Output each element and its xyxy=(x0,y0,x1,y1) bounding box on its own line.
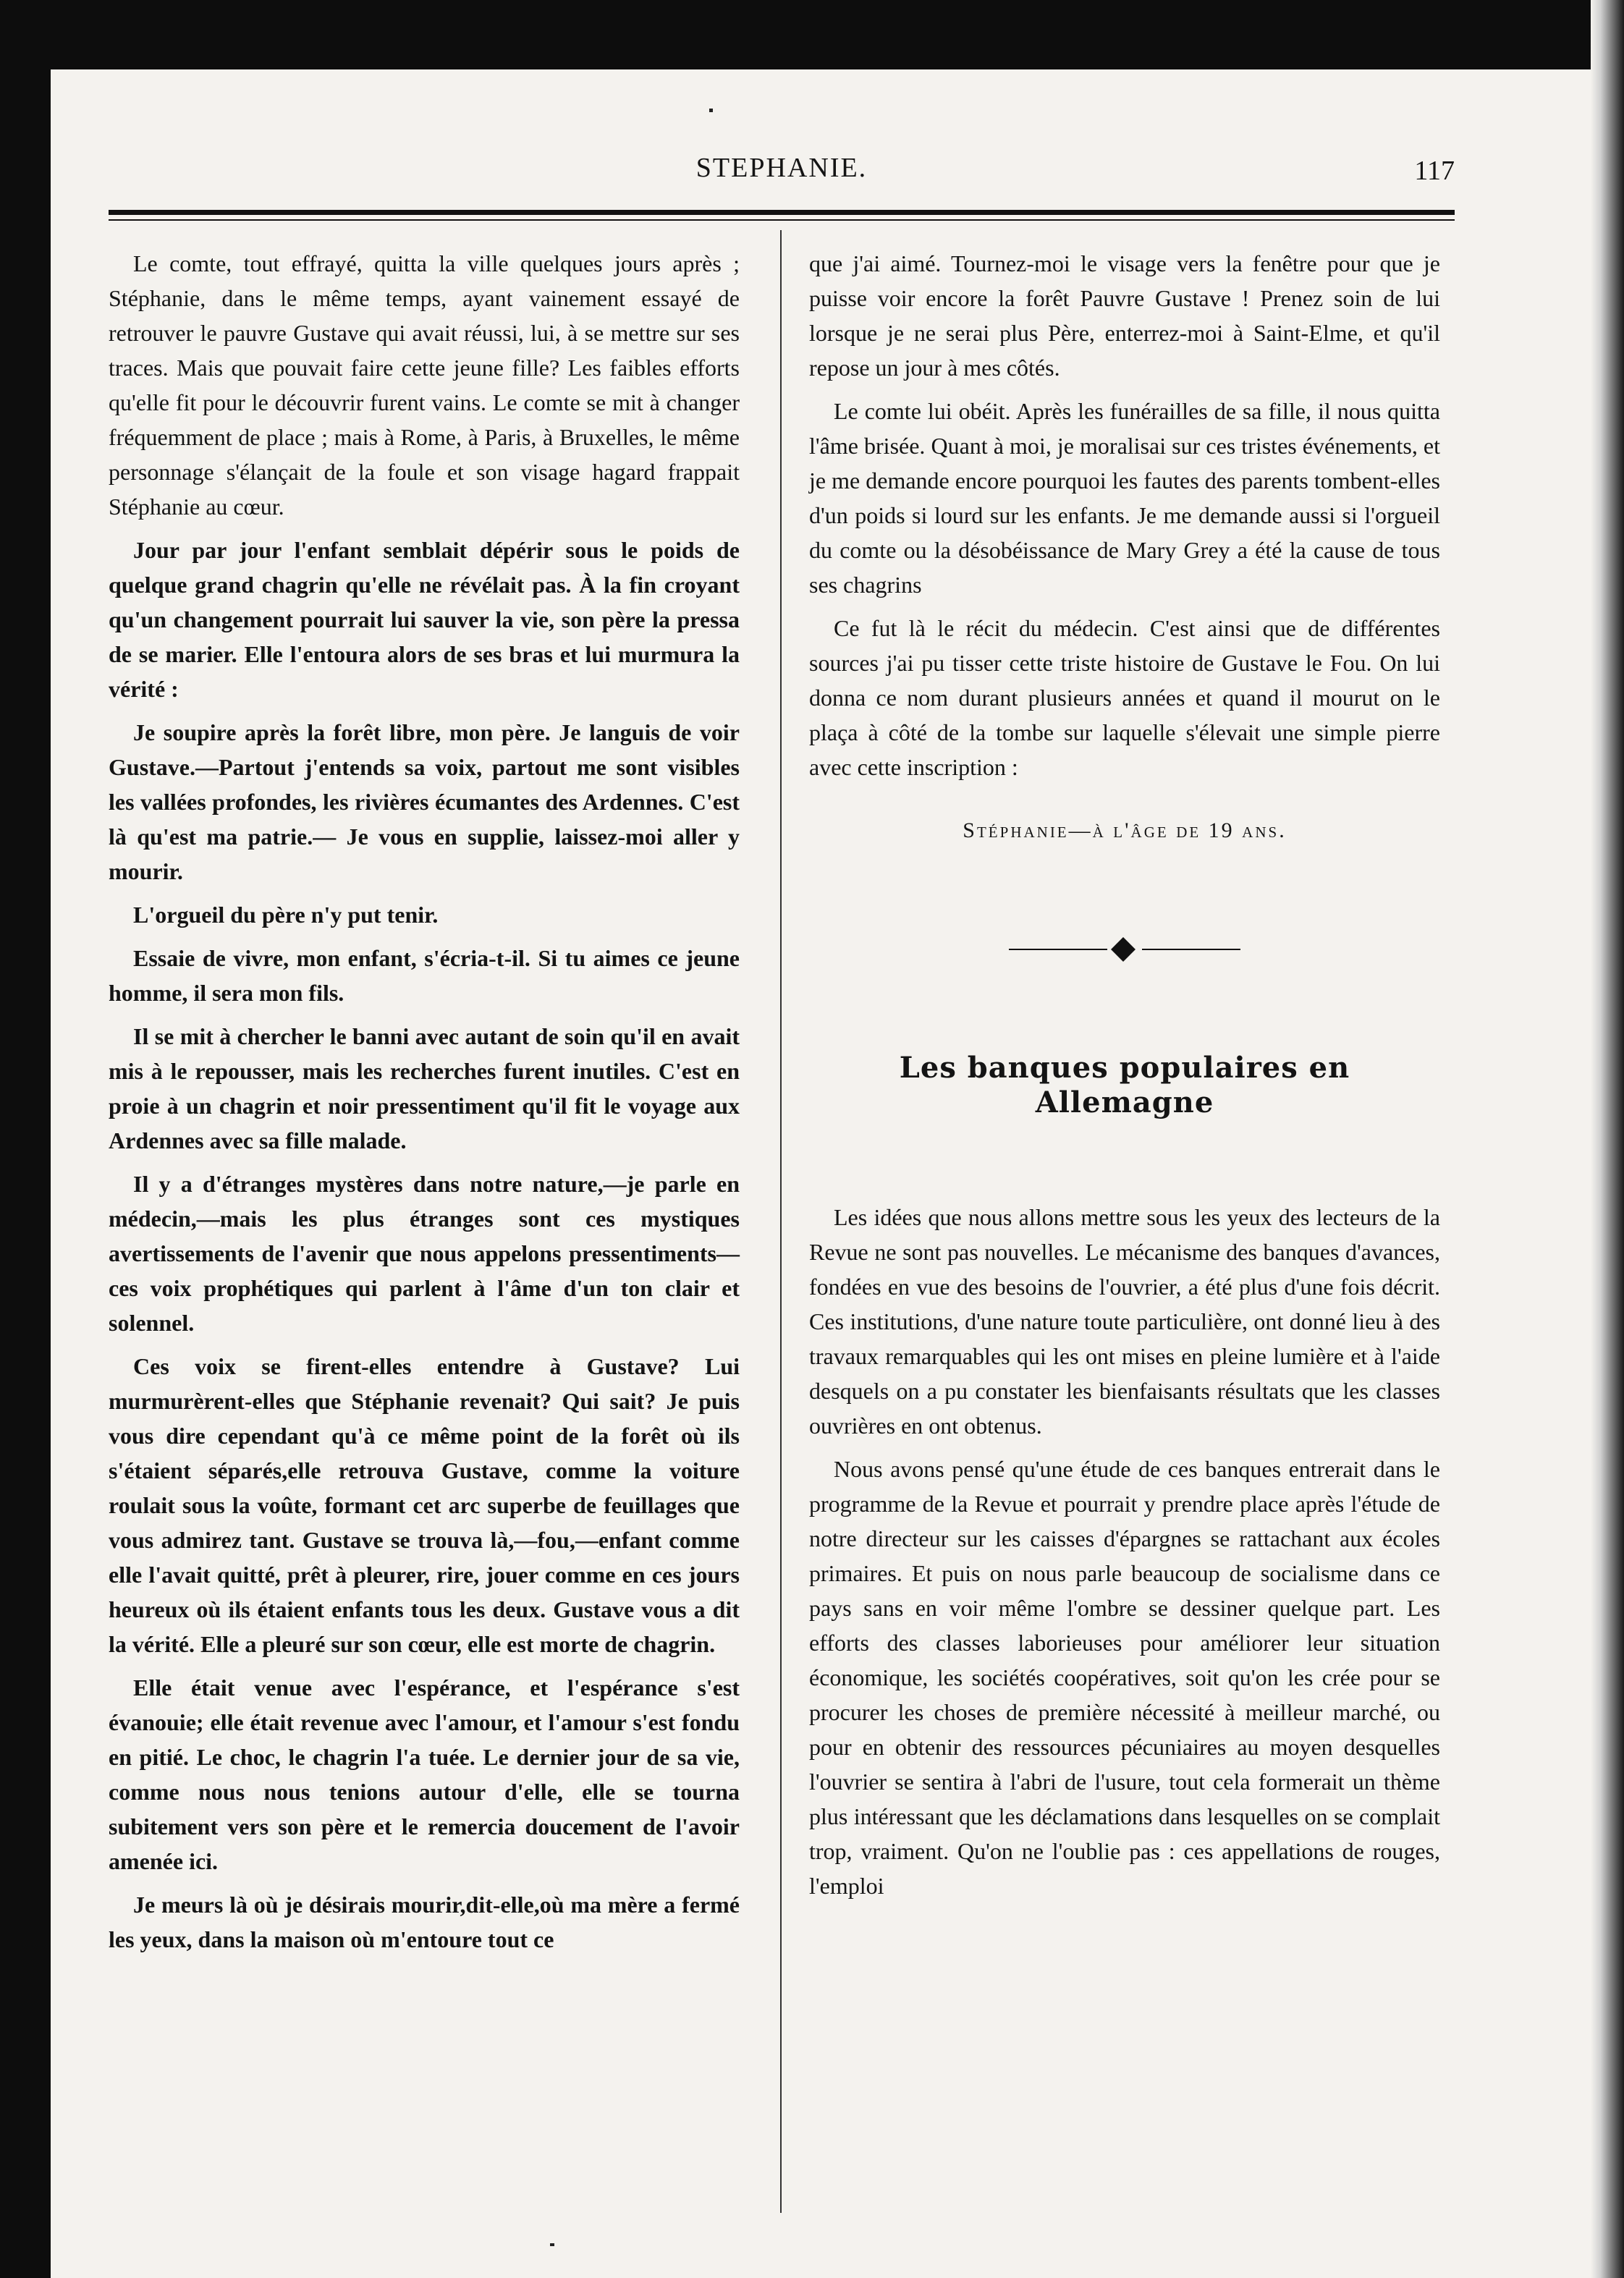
paragraph: que j'ai aimé. Tournez-moi le visage vers la fenêtre pour que je puisse voir encore la forêt Pauvre Gustave ! Prenez soin de lui lorsque je ne serai plus Père, enterrez-moi à Saint-Elme, et qu'il repose un jour à mes côtés. xyxy=(809,250,1440,381)
inscription: Stéphanie—à l'âge de 19 ans. xyxy=(963,818,1287,842)
section-ornament xyxy=(1009,935,1240,964)
running-title: STEPHANIE. xyxy=(695,153,868,183)
section-title: Les banques populaires en Allemagne xyxy=(899,1051,1350,1119)
paragraph: Le comte lui obéit. Après les funérailles de sa fille, il nous quitta l'âme brisée. Quant à moi, je moralisai sur ces tristes événements, et je me demande encore pourquoi les fautes des parents tombent-elles d'un poids si lourd sur les enfants. Je me demande aussi si l'orgueil du comte ou la désobéissance de Mary Grey a été la cause de tous ses chagrins xyxy=(809,398,1440,598)
running-head xyxy=(109,152,1455,195)
page-number: 117 xyxy=(1414,156,1455,186)
scan-speck xyxy=(709,109,713,112)
scan-right-edge xyxy=(1591,0,1624,2278)
paragraph: Essaie de vivre, mon enfant, s'écria-t-il. Si tu aimes ce jeune homme, il sera mon fils. xyxy=(109,945,740,1006)
page xyxy=(109,137,1455,2222)
paragraph: L'orgueil du père n'y put tenir. xyxy=(133,902,439,928)
scan-left-edge xyxy=(0,0,51,2278)
paragraph: Elle était venue avec l'espérance, et l'espérance s'est évanouie; elle était revenue avec l'amour, et l'amour s'est fondu en pitié. Le choc, le chagrin l'a tuée. Le dernier jour de sa vie, comme nous nous tenions autour d'elle, elle se tourna subitement vers son père et le remercia doucement de l'avoir amenée ici. xyxy=(109,1674,740,1874)
paragraph: Les idées que nous allons mettre sous les yeux des lecteurs de la Revue ne sont pas nouvelles. Le mécanisme des banques d'avances, fondées en vue des besoins de l'ouvrier, a été plus d'une fois décrit. Ces institutions, d'une nature toute particulière, ont donné lieu à des travaux remarquables qui les ont mises en pleine lumière et à l'aide desquels on a pu constater les bienfaisants résultats que les classes ouvrières en ont obtenus. xyxy=(809,1204,1440,1439)
ornament-line-right xyxy=(1142,949,1240,950)
header-rule-thin xyxy=(109,219,1455,221)
left-column xyxy=(109,246,740,1965)
paragraph: Il y a d'étranges mystères dans notre nature,—je parle en médecin,—mais les plus étranges sont ces mystiques avertissements de l'avenir que nous appelons pressentiments—ces voix prophétiques qui parlent à l'âme d'un ton clair et solennel. xyxy=(109,1171,740,1336)
column-divider xyxy=(780,230,782,2213)
paragraph: Il se mit à chercher le banni avec autant de soin qu'il en avait mis à le repousser, mais les recherches furent inutiles. C'est en proie à un chagrin et noir pressentiment qu'il fit le voyage aux Ardennes avec sa fille malade. xyxy=(109,1023,740,1153)
scan-top-band xyxy=(0,0,1624,69)
scan-speck xyxy=(550,2243,554,2246)
paragraph: Je soupire après la forêt libre, mon père. Je languis de voir Gustave.—Partout j'entends sa voix, partout me sont visibles les vallées profondes, les rivières écumantes des Ardennes. C'est là qu'est ma patrie.— Je vous en supplie, laissez-moi aller y mourir. xyxy=(109,719,740,884)
paragraph: Je meurs là où je désirais mourir,dit-elle,où ma mère a fermé les yeux, dans la maison où m'entoure tout ce xyxy=(109,1892,740,1952)
header-rule-thick xyxy=(109,210,1455,215)
right-column xyxy=(809,246,1440,1912)
paragraph: Jour par jour l'enfant semblait dépérir sous le poids de quelque grand chagrin qu'elle ne révélait pas. À la fin croyant qu'un changement pourrait lui sauver la vie, son père la pressa de se marier. Elle l'entoura alors de ses bras et lui murmura la vérité : xyxy=(109,537,740,702)
ornament-diamond-icon xyxy=(1111,937,1135,962)
paragraph: Le comte, tout effrayé, quitta la ville quelques jours après ; Stéphanie, dans le même temps, ayant vainement essayé de retrouver le pauvre Gustave qui avait réussi, lui, à se mettre sur ses traces. Mais que pouvait faire cette jeune fille? Les faibles efforts qu'elle fit pour le découvrir furent vains. Le comte se mit à changer fréquemment de place ; mais à Rome, à Paris, à Bruxelles, le même personnage s'élançait de la foule et son visage hagard frappait Stéphanie au cœur. xyxy=(109,250,740,520)
paragraph: Ces voix se firent-elles entendre à Gustave? Lui murmurèrent-elles que Stéphanie revenait? Qui sait? Je puis vous dire cependant qu'à ce même point de la forêt où ils s'étaient séparés,elle retrouva Gustave, comme la voiture roulait sous la voûte, formant cet arc superbe de feuillages que vous admirez tant. Gustave se trouva là,—fou,—enfant comme elle l'avait quitté, prêt à pleurer, rire, jouer comme en ces jours heureux où ils étaient enfants tous les deux. Gustave vous a dit la vérité. Elle a pleuré sur son cœur, elle est morte de chagrin. xyxy=(109,1353,740,1657)
paragraph: Nous avons pensé qu'une étude de ces banques entrerait dans le programme de la Revue et pourrait y prendre place après l'étude de notre directeur sur les caisses d'épargnes se rattachant aux écoles primaires. Et puis on nous parle beaucoup de socialisme dans ce pays sans en voir même l'ombre se dessiner quelque part. Les efforts des classes laborieuses pour améliorer leur situation économique, les sociétés coopératives, soit qu'on les crée pour se procurer les choses de première nécessité à meilleur marché, ou pour en obtenir des ressources pécuniaires au moyen desquelles l'ouvrier se sentira à l'abri de l'usure, tout cela formerait un thème plus intéressant que les déclamations dans lesquelles on se complait trop, vraiment. Qu'on ne l'oublie pas : ces appellations de rouges, l'emploi xyxy=(809,1456,1440,1899)
paragraph: Ce fut là le récit du médecin. C'est ainsi que de différentes sources j'ai pu tisser cette triste histoire de Gustave le Fou. On lui donna ce nom durant plusieurs années et quand il mourut on le plaça à côté de la tombe sur laquelle s'élevait une simple pierre avec cette inscription : xyxy=(809,615,1440,780)
ornament-line-left xyxy=(1009,949,1107,950)
